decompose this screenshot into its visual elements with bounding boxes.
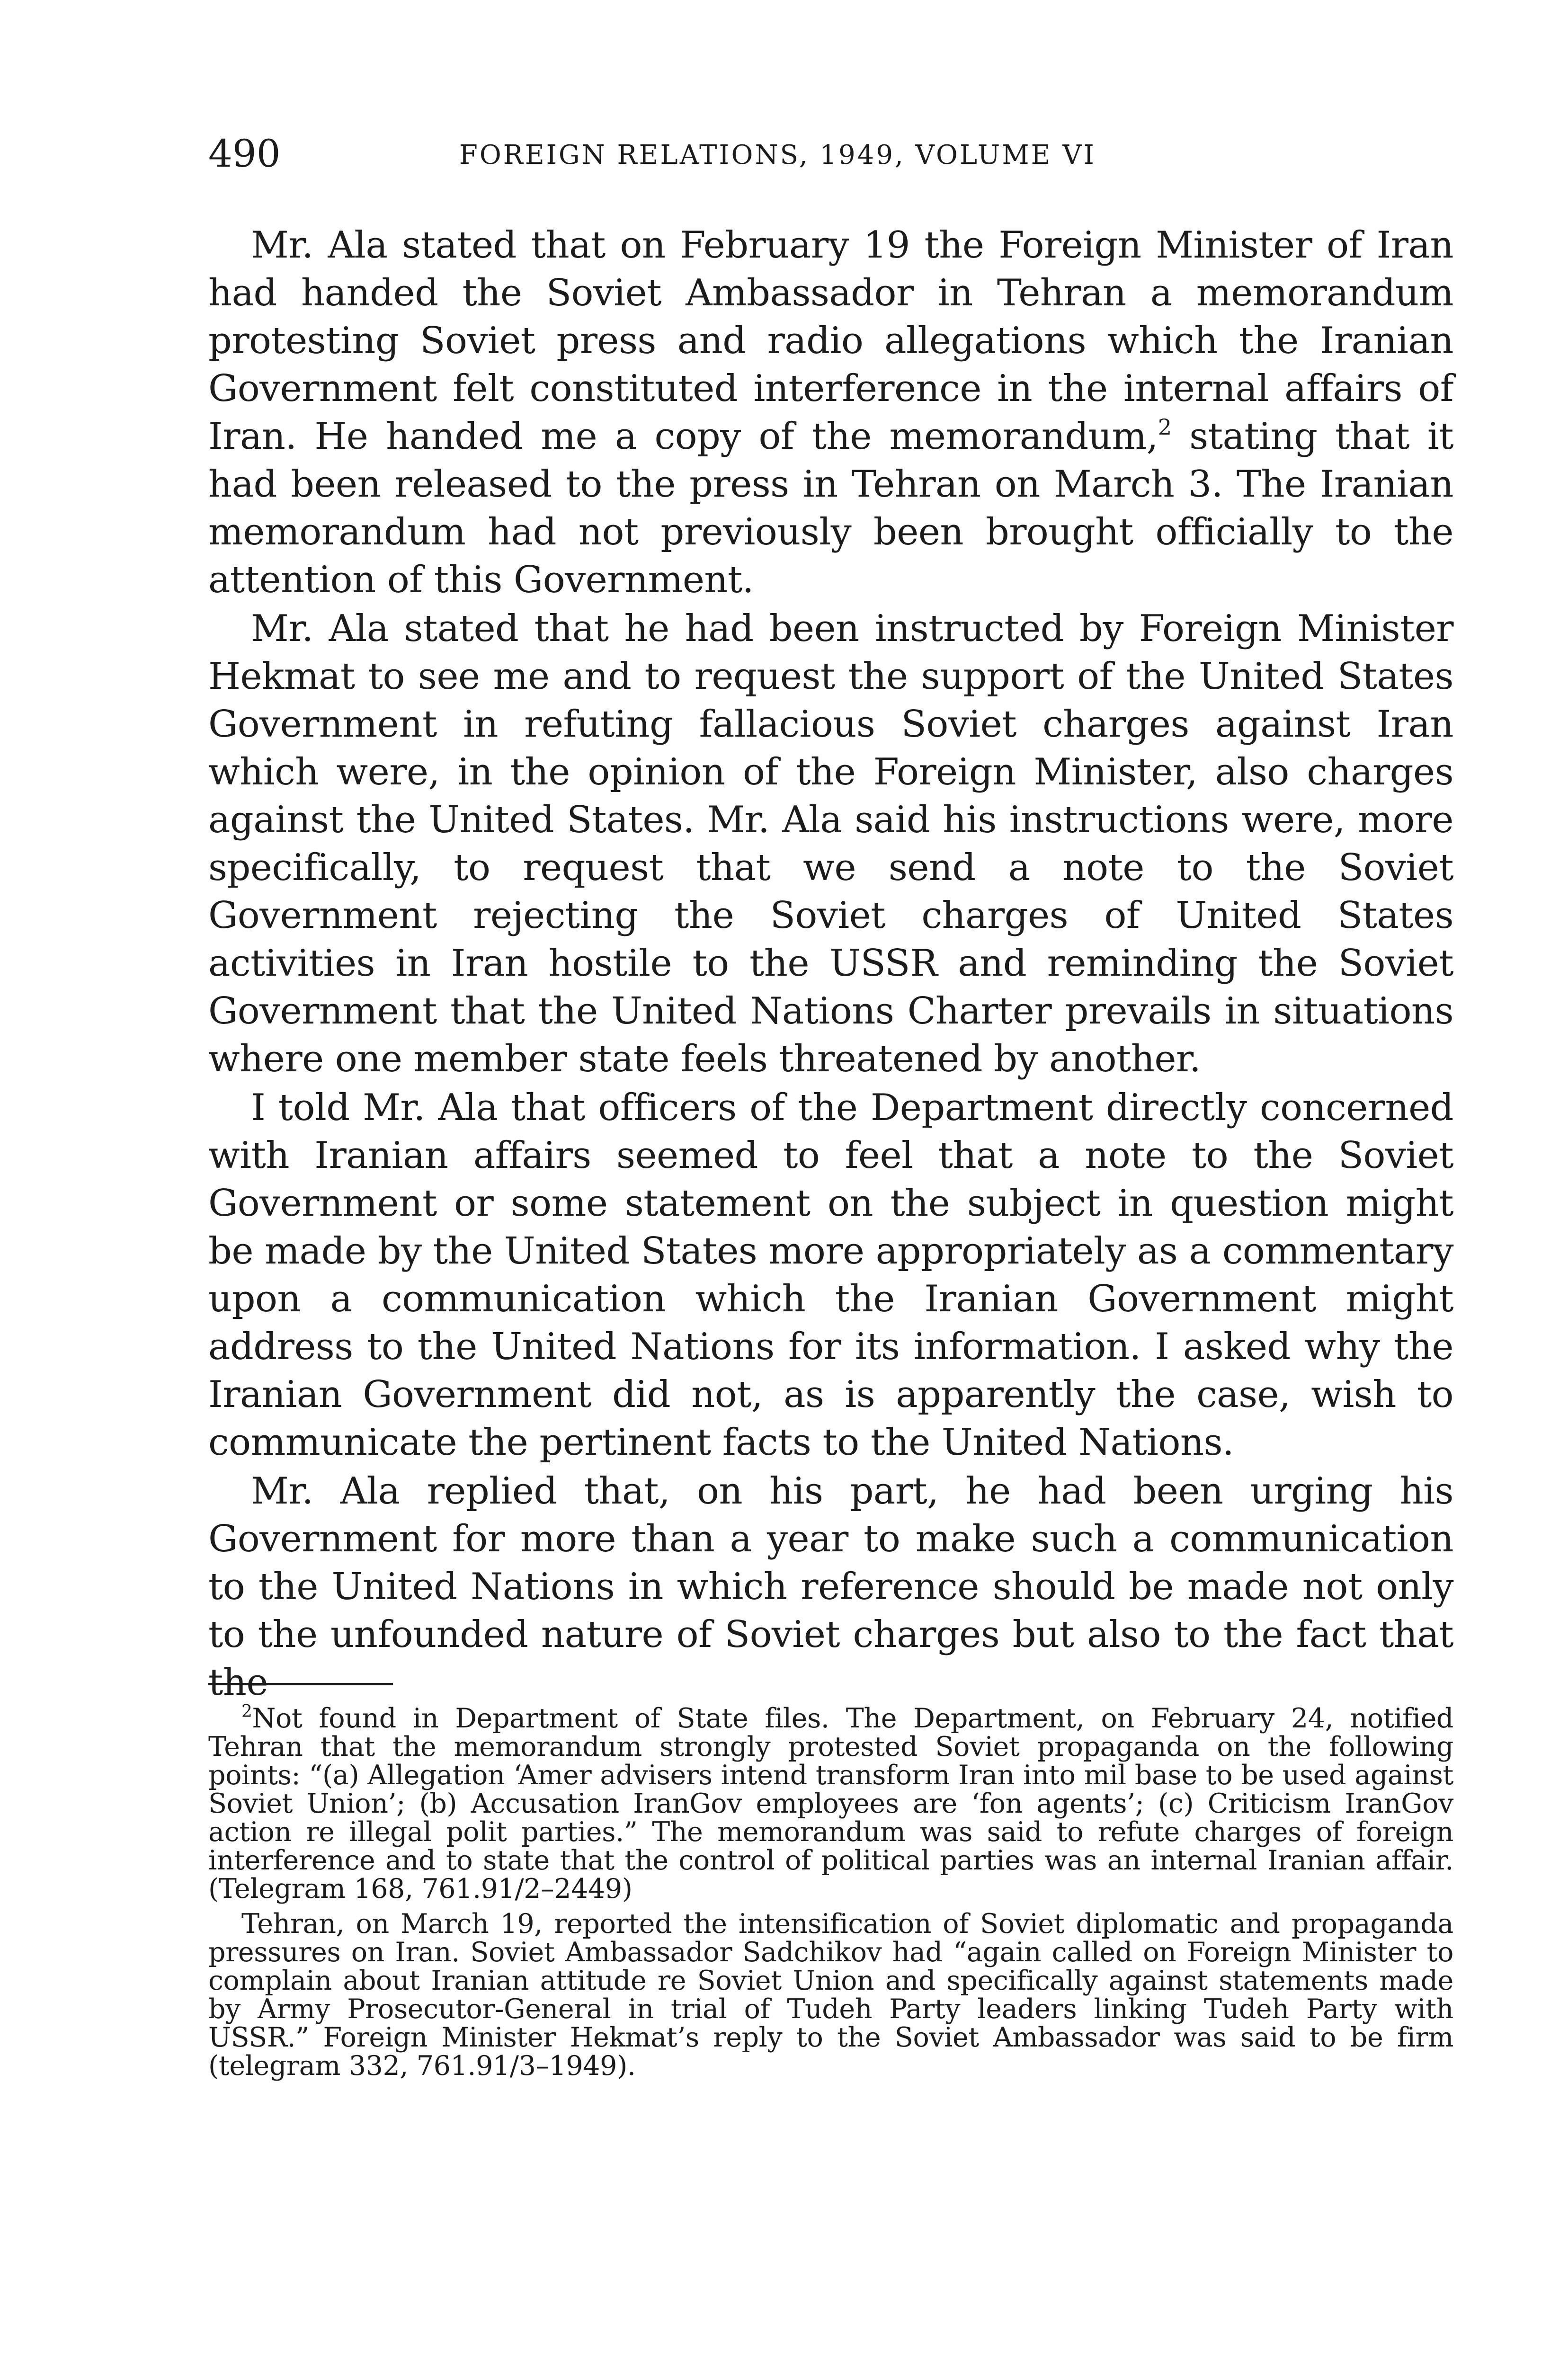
footnote-1-continuation: Tehran, on March 19, reported the intensification of Soviet diplomatic and propaganda pressures on Iran. Soviet Ambassador Sadchikov had “again called on Foreign Minister to complain about Iranian attitude re Soviet Union and specifically against statements made by Army Prosecutor-General in trial of Tudeh Party leaders linking Tudeh Party with USSR.” Foreign Minister Hekmat’s reply to the Soviet Ambassador was said to be firm (telegram 332, 761.91/3–1949).	[208, 1908, 1453, 2082]
paragraph-3: I told Mr. Ala that officers of the Department directly concerned with Iranian affairs seemed to feel that a note to the Soviet Government or some statement on the subject in question might be made by the United States more appropriately as a commentary upon a communication which the Iranian Government might address to the United Nations for its information. I asked why the Iranian Government did not, as is apparently the case, wish to communicate the pertinent facts to the United Nations.	[208, 1086, 1453, 1464]
page-number: 490	[208, 132, 281, 176]
body-text	[208, 222, 1453, 1708]
paragraph-2: Mr. Ala stated that he had been instructed by Foreign Minister Hekmat to see me and to request the support of the United States Government in refuting fallacious Soviet charges against Iran which were, in the opinion of the Foreign Minister, also charges against the United States. Mr. Ala said his instructions were, more specifically, to request that we send a note to the Soviet Government rejecting the Soviet charges of United States activities in Iran hostile to the USSR and reminding the Soviet Government that the United Nations Charter prevails in situations where one member state feels threatened by another.	[208, 607, 1453, 1080]
paragraph-1	[208, 222, 1453, 604]
footnote-1	[208, 1704, 1453, 1903]
paragraph-1-text-a: Mr. Ala stated that on February 19 the Foreign Minister of Iran had handed the Soviet Ambassador in Tehran a memorandum protesting Soviet press and radio allegations which the Iranian Government felt constituted interference in the internal affairs of Iran. He handed me a copy of the memorandum,	[208, 224, 1453, 458]
footnote-1-mark: 2	[241, 1702, 252, 1721]
paragraph-1-text-b: stating that it had been released to the press in Tehran on March 3. The Iranian memorandum had not previously been brought officially to the attention of this Government.	[208, 415, 1453, 601]
paragraph-4: Mr. Ala replied that, on his part, he had been urging his Government for more than a year to make such a communication to the United Nations in which reference should be made not only to the unfounded nature of Soviet charges but also to the fact that the	[208, 1470, 1453, 1704]
footnote-reference: 2	[1158, 414, 1172, 440]
page-header	[208, 128, 1453, 180]
running-head: FOREIGN RELATIONS, 1949, VOLUME VI	[459, 140, 1096, 170]
footnote-1-text: Not found in Department of State files. The Department, on February 24, notified Tehran that the memorandum strongly protested Soviet propaganda on the following points: “(a) Allegation ‘Amer advisers intend transform Iran into mil base to be used against Soviet Union’; (b) Accusation IranGov employees are ‘fon agents’; (c) Criticism IranGov action re illegal polit parties.” The memorandum was said to refute charges of foreign interference and to state that the control of political parties was an internal Iranian affair. (Telegram 168, 761.91/2–2449)	[208, 1703, 1453, 1904]
footnote-divider	[208, 1683, 393, 1685]
footnotes	[208, 1704, 1453, 2087]
